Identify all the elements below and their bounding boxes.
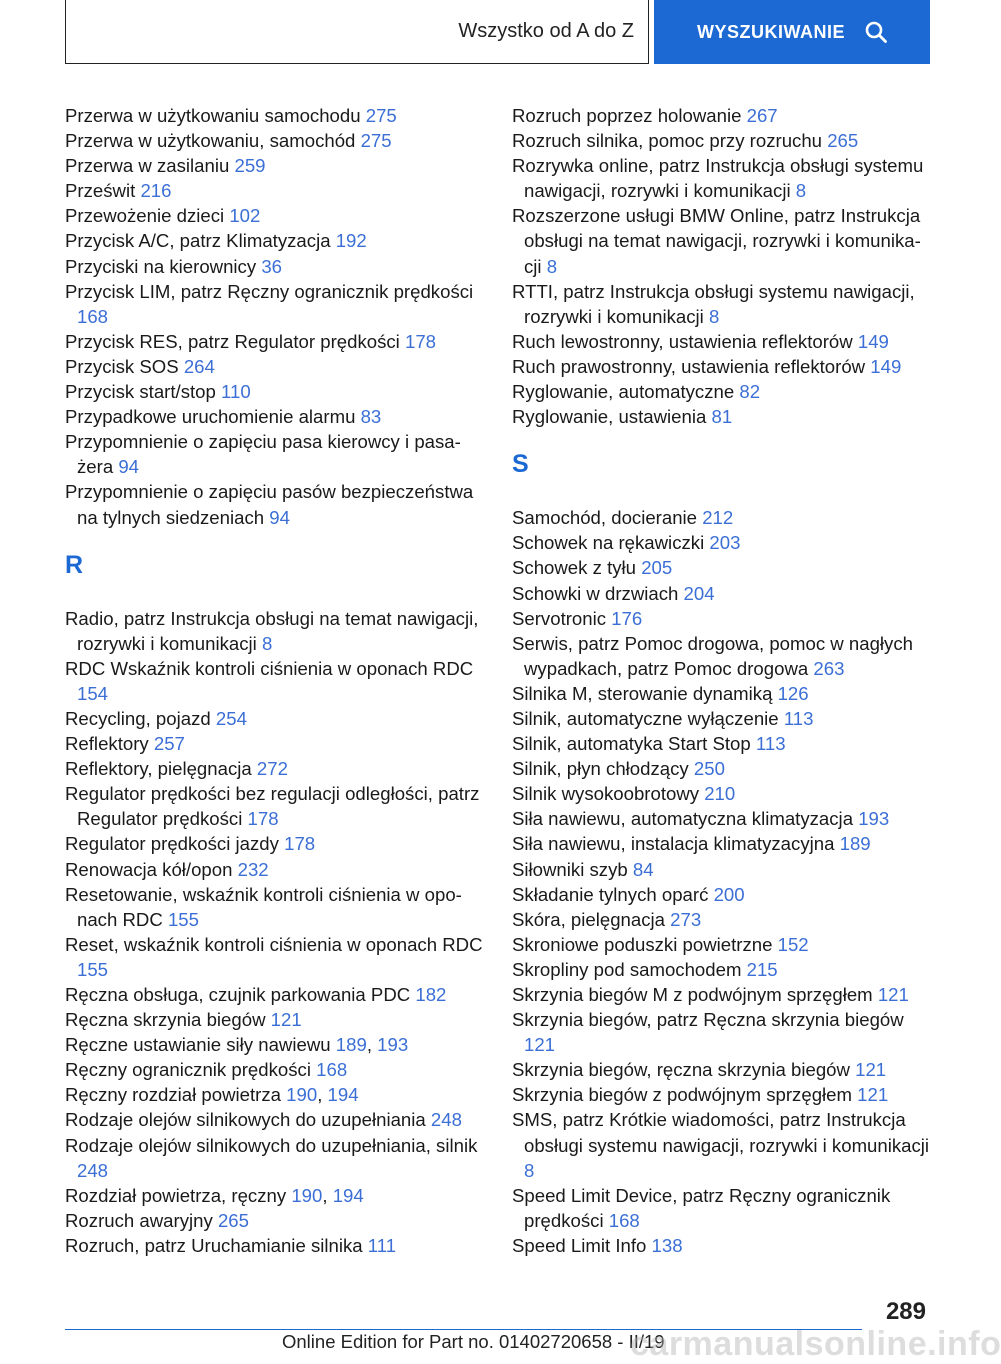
index-entry	[65, 479, 485, 529]
page-link[interactable]: 205	[641, 557, 673, 579]
index-entry	[65, 228, 485, 253]
page-link[interactable]: 254	[215, 707, 247, 729]
index-entry	[512, 1107, 930, 1182]
page-link[interactable]: 178	[404, 330, 437, 352]
index-entry	[65, 606, 485, 656]
page-link[interactable]: 121	[855, 1059, 887, 1081]
index-entry-text: SMS, patrz Krótkie wiadomości, patrz Instrukcja obsługi systemu nawigacji, rozrywki i komunikacji	[512, 1109, 930, 1156]
index-entry	[512, 1183, 930, 1233]
index-entry-text: Skroniowe poduszki powietrzne	[512, 933, 773, 955]
index-entry	[65, 656, 485, 706]
index-entry	[65, 781, 485, 831]
index-entry	[512, 681, 930, 706]
index-entry-text: Prześwit	[65, 180, 136, 202]
index-entry-text: Rozruch silnika, pomoc przy rozruchu	[512, 130, 823, 152]
page-link[interactable]: 110	[221, 381, 251, 403]
index-entry-text: Schowek z tyłu	[512, 557, 637, 579]
page-link[interactable]: 193	[377, 1034, 409, 1056]
page-link[interactable]: 113	[755, 733, 786, 755]
index-entry	[65, 128, 485, 153]
index-entry-text: Przycisk start/stop	[65, 381, 216, 403]
index-entry	[512, 203, 930, 278]
index-entry-text: Siła nawiewu, automatyczna klimatyzacja	[512, 808, 854, 830]
index-entry-text: Przerwa w użytkowaniu, samochód	[65, 130, 356, 152]
index-entry	[65, 203, 485, 228]
page-link[interactable]: 232	[237, 858, 269, 880]
index-entry	[512, 404, 930, 429]
index-entry	[512, 806, 930, 831]
index-entry-text: Silnik wysokoobrotowy	[512, 783, 700, 805]
index-entry	[512, 631, 930, 681]
footer-edition: Online Edition for Part no. 01402720658 - II/19	[282, 1331, 665, 1352]
index-entry-text: Radio, patrz Instrukcja obsługi na temat nawigacji, rozrywki i komunikacji	[65, 607, 479, 654]
index-entry	[512, 505, 930, 530]
index-entry	[65, 1007, 485, 1032]
page-link[interactable]: 111	[367, 1234, 397, 1256]
index-entry-text: Resetowanie, wskaźnik kontroli ciśnienia w oponach RDC	[65, 883, 462, 930]
index-entry	[65, 756, 485, 781]
index-entry-text: Siła nawiewu, instalacja klimatyzacyjna	[512, 833, 835, 855]
index-entry	[512, 606, 930, 631]
page-link[interactable]: 94	[118, 456, 140, 478]
page-link[interactable]: 194	[332, 1184, 364, 1206]
page-link[interactable]: 102	[229, 205, 261, 227]
page-link[interactable]: 8	[708, 305, 720, 327]
index-entry	[65, 153, 485, 178]
section-letter: R	[65, 550, 84, 579]
index-column-left	[65, 103, 485, 1258]
index-entry-text: Skrzynia biegów, patrz Ręczna skrzynia biegów	[512, 1009, 904, 1031]
index-entry	[65, 404, 485, 429]
index-entry-text: Przewożenie dzieci	[65, 205, 225, 227]
index-entry	[512, 1007, 930, 1057]
index-entry-text: Rozdział powietrza, ręczny	[65, 1184, 287, 1206]
index-entry-text: Ryglowanie, automatyczne	[512, 381, 735, 403]
index-entry	[512, 932, 930, 957]
page-link[interactable]: 149	[870, 355, 902, 377]
page-link[interactable]: 265	[827, 130, 859, 152]
page-link[interactable]: 200	[713, 883, 745, 905]
index-entry	[65, 882, 485, 932]
index-entry-text: Reflektory	[65, 733, 149, 755]
page-link[interactable]: 275	[360, 130, 392, 152]
search-icon	[865, 21, 887, 43]
index-entry-text: Regulator prędkości bez regulacji odległości, patrz Regulator prędkości	[65, 783, 480, 830]
index-entry-text: Skrzynia biegów z podwójnym sprzęgłem	[512, 1084, 852, 1106]
page-link[interactable]: 168	[608, 1209, 640, 1231]
index-entry-text: Przycisk A/C, patrz Klimatyzacja	[65, 230, 331, 252]
index-entry-text: Ręczne ustawianie siły nawiewu	[65, 1034, 331, 1056]
index-entry-text: Przyciski na kierownicy	[65, 255, 257, 277]
index-entry	[512, 103, 930, 128]
page-link[interactable]: 36	[261, 255, 283, 277]
page-link[interactable]: 204	[683, 582, 715, 604]
page-link[interactable]: 275	[365, 105, 397, 126]
index-entry	[65, 1208, 485, 1233]
page-link[interactable]: 192	[335, 230, 367, 252]
index-entry	[512, 581, 930, 606]
page-link[interactable]: 193	[858, 808, 890, 830]
index-entry	[512, 128, 930, 153]
index-entry-text: Silnik, automatyczne wyłączenie	[512, 707, 779, 729]
index-entry	[512, 354, 930, 379]
top-navigation	[65, 0, 930, 64]
index-entry	[512, 857, 930, 882]
page-link[interactable]: 259	[234, 155, 266, 177]
index-entry-text: Ruch prawostronny, ustawienia reflektorów	[512, 355, 866, 377]
index-entry	[512, 706, 930, 731]
page-link[interactable]: 189	[335, 1034, 367, 1056]
index-entry: Ręczny rozdział powietrza 190, 194	[65, 1084, 359, 1106]
index-entry-text: Przycisk LIM, patrz Ręczny ogranicznik prędkości	[65, 280, 474, 302]
page-link[interactable]: 83	[360, 406, 382, 428]
index-entry	[512, 530, 930, 555]
index-entry-text: Składanie tylnych oparć	[512, 883, 709, 905]
index-entry	[65, 1133, 485, 1183]
index-entry-text: Skrzynia biegów, ręczna skrzynia biegów	[512, 1059, 850, 1081]
watermark: carmanualsonline.info	[630, 1325, 1001, 1363]
page-link[interactable]: 248	[77, 1159, 109, 1181]
section-letter: S	[512, 450, 529, 479]
index-entry	[512, 756, 930, 781]
index-entry: Rozdział powietrza, ręczny 190, 194	[65, 1184, 364, 1206]
index-entry	[512, 1233, 930, 1258]
index-entry	[512, 1082, 930, 1107]
index-entry-text: Przypadkowe uruchomienie alarmu	[65, 406, 356, 428]
page-link[interactable]: 152	[777, 933, 809, 955]
page-link[interactable]: 272	[256, 758, 288, 780]
page-link[interactable]: 121	[524, 1034, 556, 1056]
index-entry-text: Samochód, docieranie	[512, 507, 698, 529]
footer-divider	[65, 1329, 862, 1330]
index-entry-text: Serwis, patrz Pomoc drogowa, pomoc w nagłych wypadkach, patrz Pomoc drogowa	[512, 632, 913, 679]
page-link[interactable]: 138	[651, 1234, 683, 1256]
page-link[interactable]: 216	[140, 180, 172, 202]
index-entry	[65, 731, 485, 756]
index-entry-text: Speed Limit Device, patrz Ręczny ogranicznik prędkości	[512, 1184, 891, 1231]
index-entry	[512, 907, 930, 932]
index-entry-text: Przycisk RES, patrz Regulator prędkości	[65, 330, 400, 352]
index-entry	[65, 1057, 485, 1082]
page-link[interactable]: 176	[611, 607, 643, 629]
index-entry	[512, 882, 930, 907]
index-entry	[65, 857, 485, 882]
page-link[interactable]: 168	[316, 1059, 348, 1081]
page-link[interactable]: 182	[415, 984, 447, 1005]
index-entry	[512, 379, 930, 404]
index-entry-text: Ręczny rozdział powietrza	[65, 1084, 281, 1106]
index-entry-text: Przycisk SOS	[65, 355, 179, 377]
tab-index-a-to-z[interactable]	[65, 0, 649, 64]
page-link[interactable]: 149	[857, 330, 889, 352]
index-entry-text: Ręczna obsługa, czujnik parkowania PDC	[65, 984, 411, 1005]
index-entry-text: Rodzaje olejów silnikowych do uzupełniania	[65, 1109, 426, 1131]
index-entry	[65, 706, 485, 731]
page-link[interactable]: 203	[709, 532, 741, 554]
index-entry-text: Skropliny pod samochodem	[512, 958, 742, 980]
index-entry	[512, 731, 930, 756]
page-link[interactable]: 121	[877, 984, 909, 1005]
page-link[interactable]: 190	[286, 1084, 318, 1106]
page-link[interactable]: 264	[183, 355, 215, 377]
index-entry-text: Ryglowanie, ustawienia	[512, 406, 707, 428]
index-entry	[65, 279, 485, 329]
page-link[interactable]: 212	[702, 507, 734, 529]
index-column-right	[512, 103, 930, 1258]
index-entry-text: Siłowniki szyb	[512, 858, 628, 880]
index-entry	[65, 932, 485, 982]
index-entry	[65, 1233, 485, 1258]
index-entry	[512, 957, 930, 982]
index-entry-text: Przypomnienie o zapięciu pasa kierowcy i pasażera	[65, 431, 461, 478]
index-entry-text: Reset, wskaźnik kontroli ciśnienia w oponach RDC	[65, 933, 483, 955]
index-entry	[65, 982, 485, 1007]
page-link[interactable]: 113	[783, 707, 814, 729]
index-entry-text: RTTI, patrz Instrukcja obsługi systemu nawigacji, rozrywki i komunikacji	[512, 280, 915, 327]
index-entry-text: Rozruch, patrz Uruchamianie silnika	[65, 1234, 363, 1256]
tab-index-label: Wszystko od A do Z	[458, 20, 634, 42]
index-entry	[512, 329, 930, 354]
index-entry	[512, 555, 930, 580]
page-link[interactable]: 94	[269, 506, 290, 528]
page-link[interactable]: 121	[270, 1009, 302, 1031]
page-link[interactable]: 81	[711, 406, 733, 428]
index-entry-text: Recycling, pojazd	[65, 707, 211, 729]
page-link[interactable]: 155	[167, 908, 199, 930]
page-link[interactable]: 82	[739, 381, 761, 403]
index-entry-text: Rozruch awaryjny	[65, 1209, 213, 1231]
index-entry-text: RDC Wskaźnik kontroli ciśnienia w oponach RDC	[65, 657, 474, 679]
index-entry-text: Silnik, automatyka Start Stop	[512, 733, 751, 755]
index-entry-text: Rodzaje olejów silnikowych do uzupełniania, silnik	[65, 1134, 478, 1156]
index-entry-text: Silnika M, sterowanie dynamiką	[512, 682, 773, 704]
page-link[interactable]: 265	[217, 1209, 249, 1231]
index-entry	[512, 982, 930, 1007]
index-entry	[65, 1107, 485, 1132]
search-button-label: WYSZUKIWANIE	[697, 21, 845, 42]
index-entry-text: Speed Limit Info	[512, 1234, 647, 1256]
index-entry	[512, 831, 930, 856]
index-entry-text: Schowek na rękawiczki	[512, 532, 705, 554]
index-entry	[512, 1057, 930, 1082]
index-entry-text: Przerwa w zasilaniu	[65, 155, 230, 177]
page-link[interactable]: 8	[524, 1159, 535, 1181]
index-entry-text: Silnik, płyn chłodzący	[512, 758, 689, 780]
page-link[interactable]: 178	[284, 833, 316, 855]
page-link[interactable]: 84	[632, 858, 654, 880]
index-entry-text: Renowacja kół/opon	[65, 858, 233, 880]
page-number: 289	[885, 1298, 926, 1325]
index-entry-text: Ruch lewostronny, ustawienia reflektorów	[512, 330, 853, 352]
index-entry-text: Skóra, pielęgnacja	[512, 908, 665, 930]
page-link[interactable]: 8	[546, 255, 558, 277]
index-entry	[65, 103, 485, 128]
index-entry	[65, 379, 485, 404]
index-entry	[512, 781, 930, 806]
page-link[interactable]: 210	[704, 783, 736, 805]
index-entry-text: Przerwa w użytkowaniu samochodu	[65, 105, 361, 126]
index-entry	[512, 279, 930, 329]
page-link[interactable]: 168	[77, 305, 109, 327]
index-entry	[512, 153, 930, 203]
page-link[interactable]: 194	[327, 1084, 359, 1106]
index-entry-text: Schowki w drzwiach	[512, 582, 679, 604]
page-link[interactable]: 8	[795, 180, 807, 202]
index-entry-text: Skrzynia biegów M z podwójnym sprzęgłem	[512, 984, 873, 1005]
index-entry-text: Ręczny ogranicznik prędkości	[65, 1059, 311, 1081]
page-link[interactable]: 273	[670, 908, 702, 930]
page-link[interactable]: 263	[813, 657, 845, 679]
page-link[interactable]: 257	[153, 733, 185, 755]
index-entry	[65, 831, 485, 856]
page-link[interactable]: 189	[839, 833, 871, 855]
page-link[interactable]: 154	[77, 682, 109, 704]
index-entry	[65, 329, 485, 354]
search-button[interactable]	[654, 0, 930, 64]
index-entry-text: Rozruch poprzez holowanie	[512, 105, 742, 126]
index-entry	[65, 178, 485, 203]
index-entry-text: Reflektory, pielęgnacja	[65, 758, 252, 780]
page-link[interactable]: 8	[261, 632, 273, 654]
index-entry-text: Rozszerzone usługi BMW Online, patrz Instrukcja obsługi na temat nawigacji, rozrywki i komunikacji	[512, 205, 921, 277]
page-link[interactable]: 190	[291, 1184, 323, 1206]
page-link[interactable]: 248	[430, 1109, 462, 1131]
page-link[interactable]: 126	[777, 682, 809, 704]
index-entry-text: Regulator prędkości jazdy	[65, 833, 279, 855]
index-entry	[65, 354, 485, 379]
index-entry-text: Ręczna skrzynia biegów	[65, 1009, 266, 1031]
page-link[interactable]: 250	[693, 758, 725, 780]
page-link[interactable]: 121	[857, 1084, 889, 1106]
index-entry	[65, 429, 485, 479]
page-link[interactable]: 155	[77, 958, 109, 980]
index-entry-text: Servotronic	[512, 607, 607, 629]
page-link[interactable]: 178	[247, 808, 279, 830]
index-entry-text: Rozrywka online, patrz Instrukcja obsługi systemu nawigacji, rozrywki i komunikacji	[512, 155, 924, 202]
page-link[interactable]: 215	[746, 958, 778, 980]
page-link[interactable]: 267	[746, 105, 778, 126]
index-entry: Ręczne ustawianie siły nawiewu 189, 193	[65, 1034, 409, 1056]
index-entry	[65, 254, 485, 279]
index-entry-text: Przypomnienie o zapięciu pasów bezpieczeństwa na tylnych siedzeniach	[65, 481, 474, 528]
